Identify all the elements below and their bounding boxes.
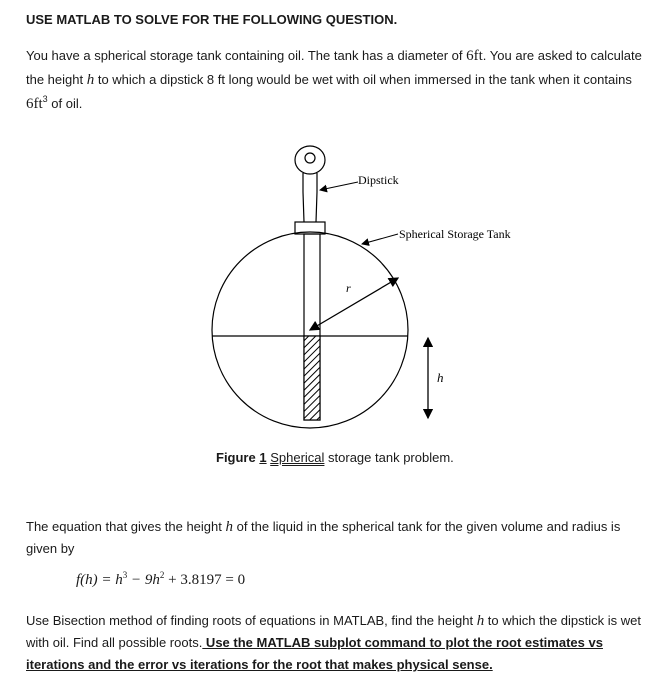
- instructions-text-2: to which the dipstick is wet with oil. Find all possible roots.: [26, 613, 641, 650]
- figure-caption: [216, 450, 454, 465]
- volume-value: 6ft: [26, 96, 43, 112]
- volume-exponent: 3: [42, 94, 48, 104]
- problem-text-3: to which a dipstick 8 ft long would be wet with oil when immersed in the tank when it contains: [94, 72, 632, 87]
- tank-label: Spherical Storage Tank: [399, 227, 511, 241]
- dipstick-label: Dipstick: [358, 173, 399, 187]
- equation-rhs: + 3.8197 = 0: [164, 572, 246, 588]
- equation-exp-3: 3: [122, 570, 128, 580]
- caption-number: 1: [259, 450, 267, 465]
- cubic-equation: [76, 572, 245, 589]
- tank-pointer: [362, 234, 398, 244]
- equation-intro: [26, 516, 650, 560]
- instructions: [26, 610, 650, 676]
- caption-rest: storage tank problem.: [324, 450, 454, 465]
- equation-intro-h: h: [225, 519, 233, 535]
- equation-exp-2: 2: [159, 570, 165, 580]
- instructions-text-1: Use Bisection method of finding roots of equations in MATLAB, find the height: [26, 613, 477, 628]
- caption-spherical: Spherical: [270, 450, 325, 465]
- problem-text-1: You have a spherical storage tank containing oil. The tank has a diameter of: [26, 48, 467, 63]
- diameter-value: 6ft: [466, 48, 483, 64]
- dipstick-pointer: [320, 182, 358, 190]
- height-variable: h: [86, 72, 95, 88]
- problem-text-2: . You are asked to calculate the height: [26, 48, 642, 87]
- instructions-h: h: [476, 613, 485, 629]
- dipstick-handle: [295, 146, 325, 174]
- instructions-bold: Use the MATLAB subplot command to plot the root estimates vs iterations and the error vs iterations for the root that makes physical sense.: [26, 635, 603, 672]
- caption-figure-word: Figure: [216, 450, 256, 465]
- equation-intro-text-1: The equation that gives the height: [26, 519, 226, 534]
- radius-arrow: [310, 278, 398, 330]
- equation-mid: − 9h: [127, 572, 160, 588]
- problem-text-4: of oil.: [47, 96, 83, 111]
- radius-label: r: [346, 281, 351, 295]
- height-label: h: [437, 370, 444, 385]
- equation-intro-text-2: of the liquid in the spherical tank for the given volume and radius is given by: [26, 519, 621, 556]
- problem-heading: USE MATLAB TO SOLVE FOR THE FOLLOWING QUESTION.: [26, 12, 398, 27]
- problem-statement: [26, 44, 650, 116]
- equation-lhs: f(h) = h: [76, 572, 123, 588]
- tank-figure: [200, 140, 540, 430]
- dipstick-wet-section: [304, 336, 320, 420]
